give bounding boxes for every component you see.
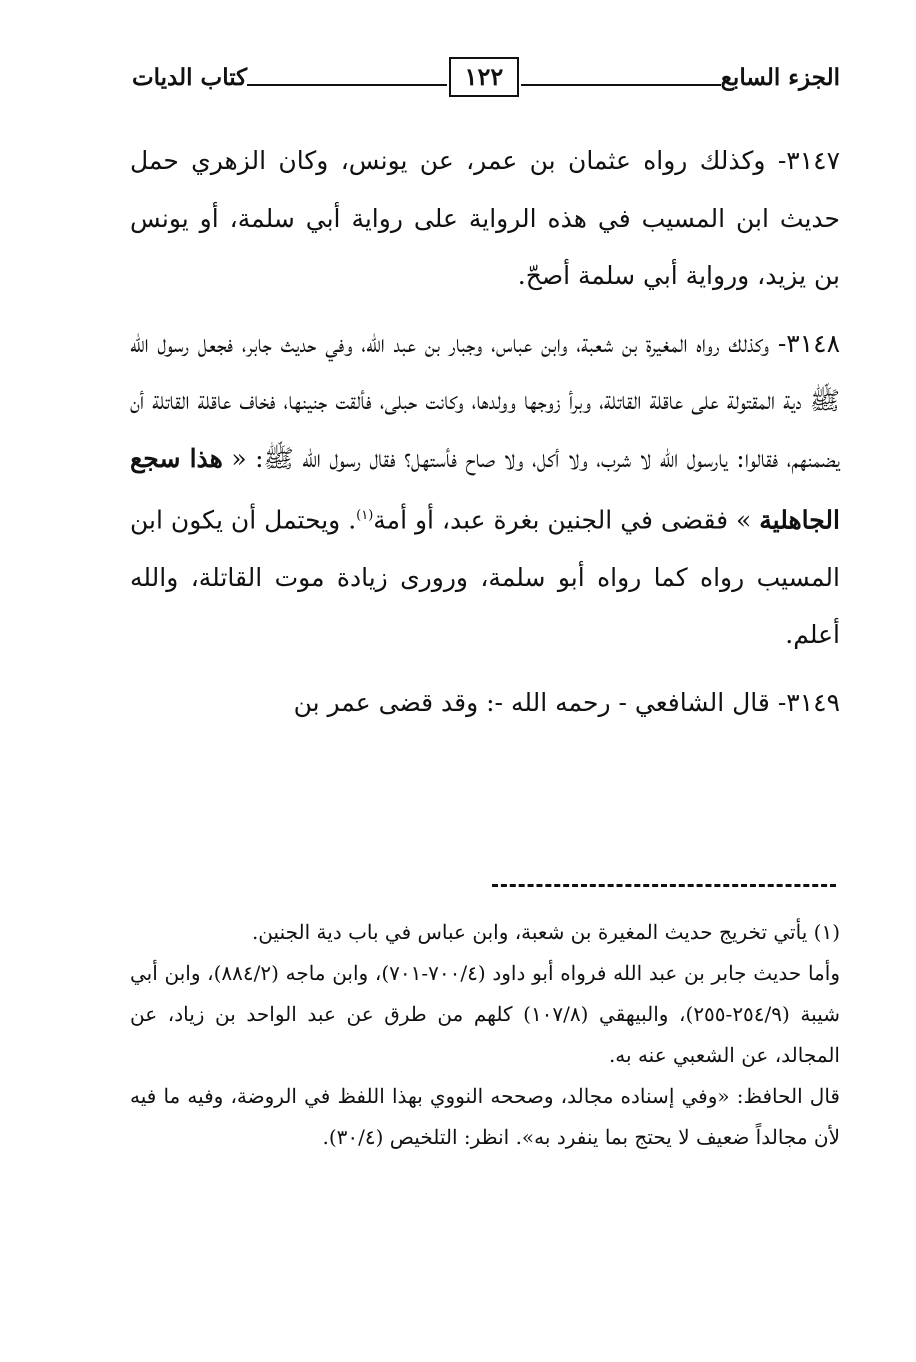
page-number: ١٢٢ bbox=[449, 57, 520, 97]
main-text bbox=[130, 132, 840, 741]
paragraph-3148-part-b: » فقضى في الجنين بغرة عبد، أو أمة bbox=[373, 505, 752, 535]
paragraph-3148 bbox=[130, 315, 840, 664]
paragraph-3147: ٣١٤٧- وكذلك رواه عثمان بن عمر، عن يونس، وكان الزهري حمل حديث ابن المسيب في هذه الرواية على رواية أبي سلمة، أو يونس بن يزيد، ورواية أبي سلمة أصحّ. bbox=[130, 146, 840, 290]
footnote-2: وأما حديث جابر بن عبد الله فرواه أبو داود (٧٠٠/٤-٧٠١)، وابن ماجه (٨٨٤/٢)، وابن أبي شيبة (٢٥٤/٩-٢٥٥)، والبيهقي (١٠٧/٨) كلهم من طرق عن عبد الواحد بن زياد، عن المجالد، عن الشعبي عنه به. bbox=[130, 961, 840, 1067]
paragraph-3149: ٣١٤٩- قال الشافعي - رحمه الله -: وقد قضى عمر بن bbox=[293, 687, 840, 717]
hadith-quote: هذا سجع الجاهلية bbox=[130, 443, 840, 535]
footnotes bbox=[130, 912, 840, 1158]
header-rule-left bbox=[247, 84, 446, 86]
footnote-reference: (١) bbox=[356, 508, 374, 523]
footnote-separator bbox=[492, 884, 836, 887]
book-title: كتاب الديات bbox=[132, 63, 248, 91]
volume-title: الجزء السابع bbox=[720, 63, 840, 91]
footnote-1: (١) يأتي تخريج حديث المغيرة بن شعبة، وابن عباس في باب دية الجنين. bbox=[251, 920, 840, 944]
footnote-3: قال الحافظ: «وفي إسناده مجالد، وصححه النووي بهذا اللفظ في الروضة، وفيه ما فيه لأن مجالداً ضعيف لا يحتج بما ينفرد به». انظر: التلخيص (٣٠/٤). bbox=[130, 1084, 840, 1149]
page-header bbox=[132, 52, 840, 102]
paragraph-3148-part-a: ٣١٤٨- وكذلك رواه المغيرة بن شعبة، وابن عباس، وجبار بن عبد الله، وفي حديث جابر، فجعل رسول الله ﷺ دية المقتولة على عاقلة القاتلة، وبرأ زوجها وولدها، وكانت حبلى، فألقت جنينها، فخاف عاقلة القاتلة أن يضمنهم، فقالوا: يارسول الله لا شرب، ولا أكل، ولا صاح فأستهل؟ فقال رسول الله ﷺ: « bbox=[130, 328, 840, 473]
paragraph-3148-part-c: . ويحتمل أن يكون ابن المسيب رواه كما رواه أبو سلمة، ورورى زيادة موت القاتلة، والله أعلم. bbox=[130, 505, 840, 650]
header-rule-right bbox=[521, 84, 720, 86]
